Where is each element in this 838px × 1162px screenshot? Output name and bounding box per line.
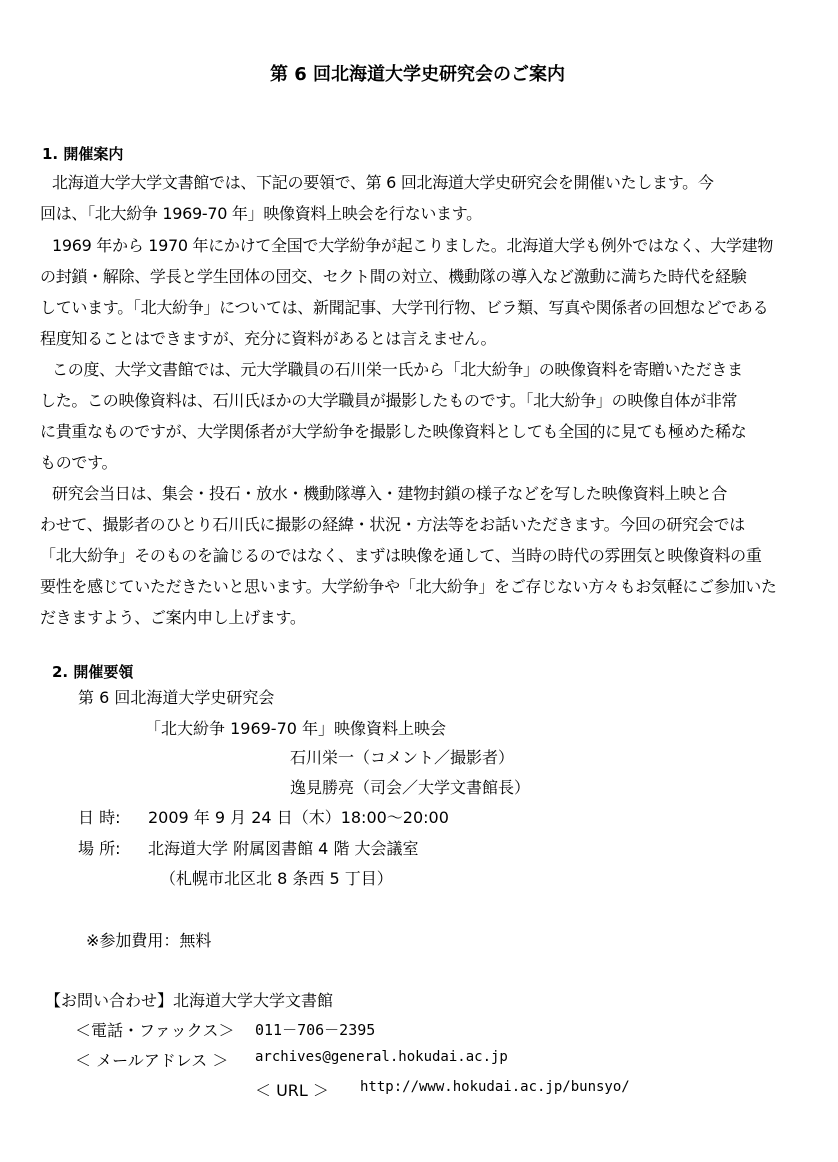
paragraph-line: だきますよう、ご案内申し上げます。 (40, 608, 306, 627)
speaker-ishikawa: 石川栄一（コメント／撮影者） (290, 748, 515, 767)
section2-heading: 2. 開催要領 (52, 663, 134, 681)
contact-heading: 【お問い合わせ】北海道大学大学文書館 (45, 991, 334, 1010)
paragraph-line: に貴重なものですが、大学関係者が大学紛争を撮影した映像資料としても全国的に見ても極めた稀な (40, 422, 747, 441)
page-title: 第 6 回北海道大学史研究会のご案内 (270, 64, 566, 85)
paragraph-line: の封鎖・解除、学長と学生団体の団交、セクト間の対立、機動隊の導入など激動に満ちた時代を経験 (40, 267, 747, 286)
tel-label: ＜電話・ファックス＞ (75, 1021, 235, 1040)
event-name: 第 6 回北海道大学史研究会 (78, 688, 275, 707)
speaker-henmi: 逸見勝亮（司会／大学文書館長） (290, 778, 531, 797)
paragraph-line: この度、大学文書館では、元大学職員の石川栄一氏から「北大紛争」の映像資料を寄贈いただきま (52, 360, 743, 379)
url-label: ＜ URL ＞ (255, 1081, 329, 1100)
paragraph-line: 回は、「北大紛争 1969-70 年」映像資料上映会を行ないます。 (40, 204, 482, 223)
tel-value: 011－706－2395 (255, 1021, 376, 1039)
paragraph-line: した。この映像資料は、石川氏ほかの大学職員が撮影したものです。「北大紛争」の映像自体が非常 (40, 391, 738, 410)
paragraph-line: 1969 年から 1970 年にかけて全国で大学紛争が起こりました。北海道大学も例外ではなく、大学建物 (52, 236, 774, 255)
paragraph-line: 程度知ることはできますが、充分に資料があるとは言えません。 (40, 329, 497, 348)
datetime-label: 日 時: (78, 808, 121, 827)
url-link[interactable]: http://www.hokudai.ac.jp/bunsyo/ (360, 1079, 630, 1095)
paragraph-line: わせて、撮影者のひとり石川氏に撮影の経緯・状況・方法等をお話いただきます。今回の研究会では (40, 515, 745, 534)
paragraph-line: しています。「北大紛争」については、新聞記事、大学刊行物、ビラ類、写真や関係者の回想などである (40, 298, 769, 317)
section1-heading: 1. 開催案内 (42, 145, 124, 163)
venue-address: （札幌市北区北 8 条西 5 丁目） (160, 869, 393, 888)
program-title: 「北大紛争 1969-70 年」映像資料上映会 (145, 719, 447, 738)
venue-value: 北海道大学 附属図書館 4 階 大会議室 (148, 839, 419, 858)
paragraph-line: ものです。 (40, 453, 118, 472)
email-label: ＜ メールアドレス ＞ (75, 1051, 229, 1070)
fee-note: ※参加費用：無料 (86, 931, 212, 950)
email-link[interactable]: archives@general.hokudai.ac.jp (255, 1049, 508, 1065)
paragraph-line: 要性を感じていただきたいと思います。大学紛争や「北大紛争」をご存じない方々もお気軽にご参加いた (40, 577, 777, 596)
paragraph-line: 研究会当日は、集会・投石・放水・機動隊導入・建物封鎖の様子などを写した映像資料上映と合 (52, 484, 728, 503)
paragraph-line: 北海道大学大学文書館では、下記の要領で、第 6 回北海道大学史研究会を開催いたします。今 (52, 173, 714, 192)
venue-label: 場 所: (78, 839, 121, 858)
paragraph-line: 「北大紛争」そのものを論じるのではなく、まずは映像を通して、当時の時代の雰囲気と映像資料の重 (40, 546, 762, 565)
datetime-value: 2009 年 9 月 24 日（木）18:00～20:00 (148, 808, 449, 827)
